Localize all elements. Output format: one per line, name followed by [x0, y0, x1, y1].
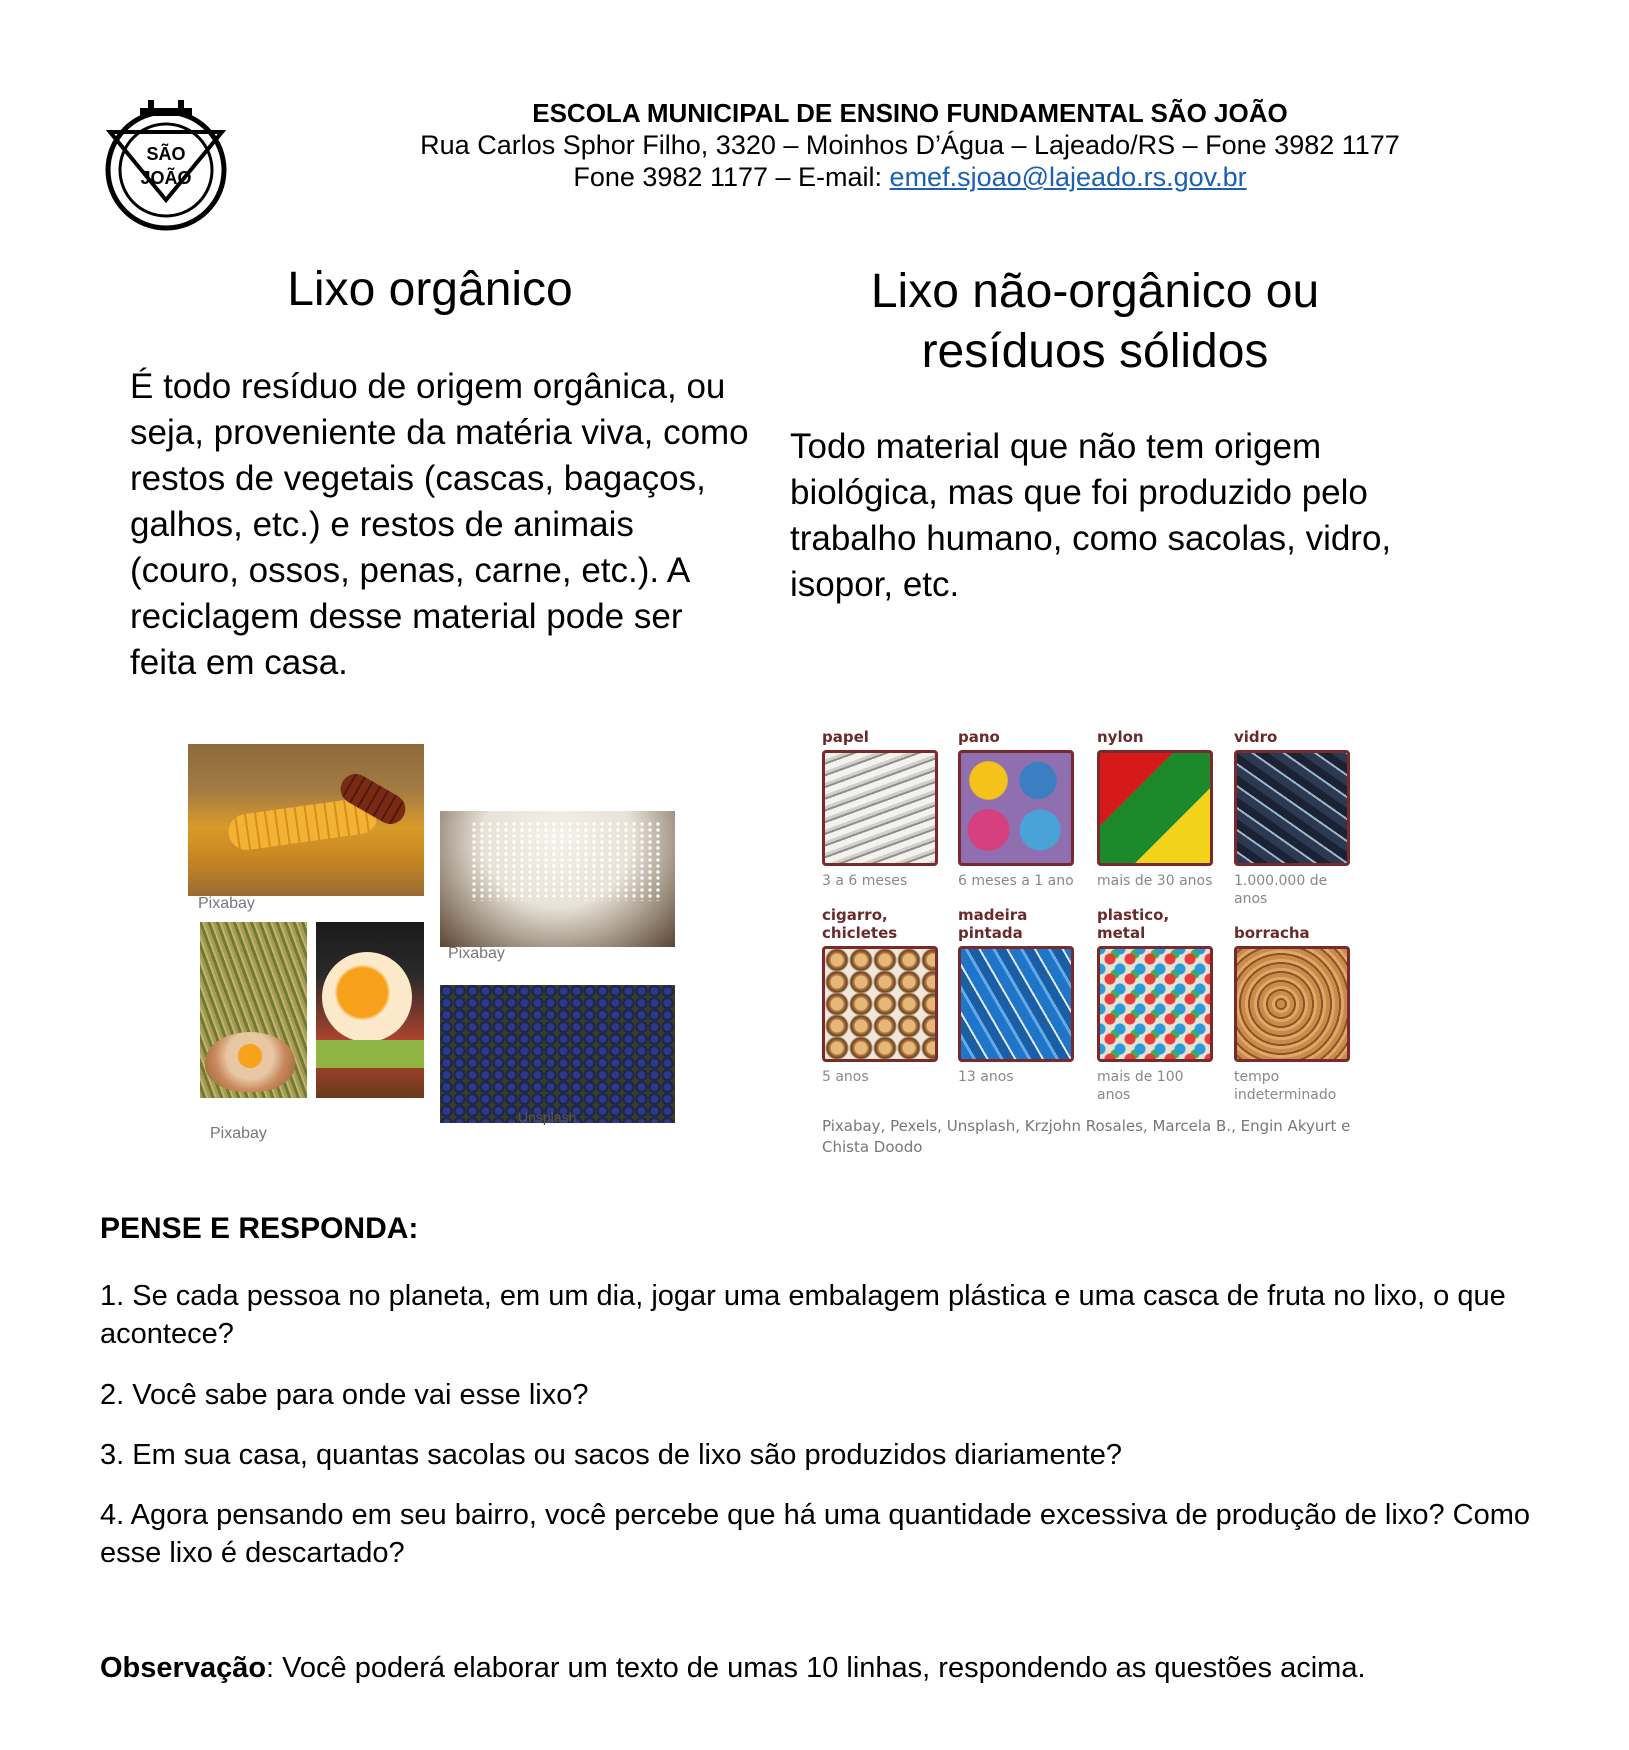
- decomposition-time: 6 meses a 1 ano: [958, 873, 1074, 889]
- paper-photo-icon: [822, 750, 938, 866]
- observation-label: Observação: [100, 1652, 267, 1684]
- observation-text: : Você poderá elaborar um texto de umas 10 linhas, respondendo as questões acima.: [266, 1652, 1366, 1684]
- question-2: 2. Você sabe para onde vai esse lixo?: [100, 1379, 589, 1411]
- questions-heading: PENSE E RESPONDA:: [100, 1212, 419, 1245]
- inorganic-description: Todo material que não tem origem biológica, mas que foi produzido pelo trabalho humano, como sacolas, vidro, isopor, etc.: [790, 427, 1392, 604]
- material-name: pano: [958, 728, 1000, 746]
- rice-photo: [440, 811, 675, 947]
- question-3: 3. Em sua casa, quantas sacolas ou sacos de lixo são produzidos diariamente?: [100, 1439, 1123, 1471]
- decomposition-time: mais de 100 anos: [1097, 1069, 1184, 1103]
- photo-credit: Pixabay: [448, 945, 505, 962]
- bottle-caps-photo-icon: [1097, 946, 1213, 1062]
- school-address: Rua Carlos Sphor Filho, 3320 – Moinhos D’Água – Lajeado/RS – Fone 3982 1177: [420, 130, 1400, 160]
- school-logo: [100, 100, 232, 232]
- organic-description: É todo resíduo de origem orgânica, ou seja, proveniente da matéria viva, como restos de vegetais (cascas, bagaços, galhos, etc.) e restos de animais (couro, ossos, penas, carne, etc.). A reciclagem desse material pode ser feita em casa.: [130, 367, 749, 682]
- organic-title: Lixo orgânico: [287, 263, 573, 316]
- material-papel: [822, 710, 938, 890]
- rubber-bands-photo-icon: [1234, 946, 1350, 1062]
- email-link[interactable]: emef.sjoao@lajeado.rs.gov.br: [889, 162, 1247, 192]
- photo-credit: Pixabay: [198, 895, 255, 912]
- inorganic-title: Lixo não-orgânico ou resíduos sólidos: [870, 265, 1320, 378]
- egg-toast-photo: [316, 922, 424, 1098]
- material-vidro: [1234, 710, 1350, 908]
- question-1: 1. Se cada pessoa no planeta, em um dia, jogar uma embalagem plástica e uma casca de fruta no lixo, o que acontece?: [100, 1280, 1506, 1350]
- decomposition-time: mais de 30 anos: [1097, 873, 1213, 889]
- grapes-photo: [440, 985, 675, 1123]
- egg-in-hay-photo: [200, 922, 307, 1098]
- corn-photo: [188, 744, 424, 896]
- school-contact: [380, 162, 1440, 193]
- nylon-thread-photo-icon: [1097, 750, 1213, 866]
- decomposition-time: tempo indeterminado: [1234, 1069, 1337, 1103]
- decomposition-time: 1.000.000 de anos: [1234, 873, 1328, 907]
- svg-text:JOÃO: JOÃO: [140, 168, 192, 188]
- decomposition-time: 5 anos: [822, 1069, 869, 1085]
- material-name: papel: [822, 728, 869, 746]
- material-madeira: [958, 906, 1074, 1086]
- material-name: cigarro, chicletes: [822, 906, 898, 942]
- question-4: 4. Agora pensando em seu bairro, você percebe que há uma quantidade excessiva de produção de lixo? Como esse lixo é descartado?: [100, 1499, 1530, 1569]
- school-seal-icon: [100, 100, 232, 232]
- material-name: madeira pintada: [958, 906, 1028, 942]
- photo-credit: Unsplash: [518, 1109, 577, 1125]
- material-name: plastico, metal: [1097, 906, 1170, 942]
- decomposition-time: 13 anos: [958, 1069, 1014, 1085]
- cloth-photo-icon: [958, 750, 1074, 866]
- painted-wood-photo-icon: [958, 946, 1074, 1062]
- material-plastico: [1097, 906, 1213, 1104]
- image-credits: Pixabay, Pexels, Unsplash, Krzjohn Rosales, Marcela B., Engin Akyurt e Chista Doodo: [822, 1117, 1351, 1156]
- decomposition-time-grid: [822, 710, 1382, 1150]
- contact-phone: Fone 3982 1177 – E-mail:: [573, 162, 890, 192]
- observation-note: [100, 1652, 1580, 1685]
- material-pano: [958, 710, 1074, 890]
- material-name: nylon: [1097, 728, 1144, 746]
- material-nylon: [1097, 710, 1213, 890]
- glass-photo-icon: [1234, 750, 1350, 866]
- material-borracha: [1234, 906, 1350, 1104]
- material-cigarro: [822, 906, 938, 1086]
- material-name: borracha: [1234, 924, 1310, 942]
- school-name: ESCOLA MUNICIPAL DE ENSINO FUNDAMENTAL SÃO JOÃO: [532, 98, 1288, 128]
- svg-text:SÃO: SÃO: [146, 144, 186, 164]
- photo-credit: Pixabay: [210, 1125, 267, 1142]
- decomposition-time: 3 a 6 meses: [822, 873, 908, 889]
- material-name: vidro: [1234, 728, 1278, 746]
- cigarette-butts-photo-icon: [822, 946, 938, 1062]
